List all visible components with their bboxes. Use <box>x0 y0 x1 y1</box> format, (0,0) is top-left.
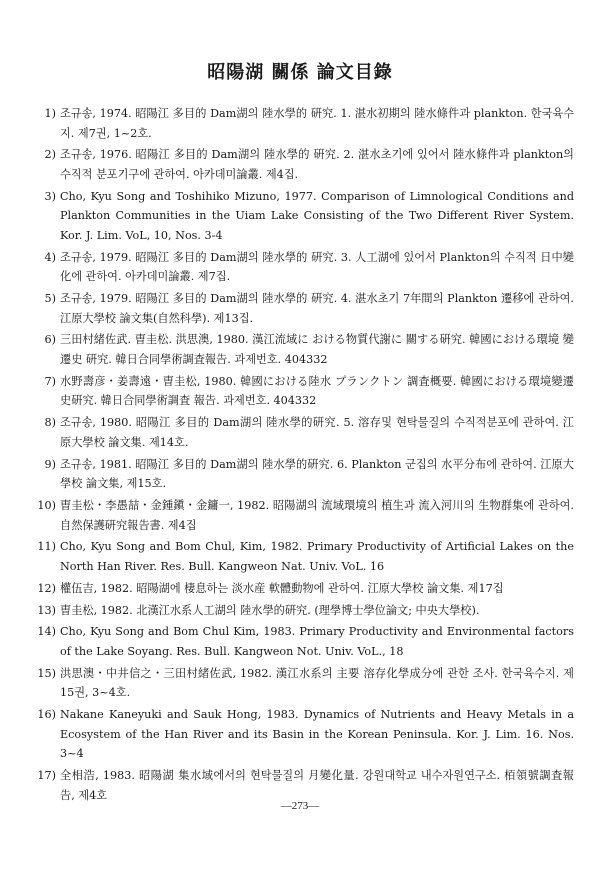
reference-number: 6) <box>44 333 56 347</box>
reference-text: 조규송, 1976. 昭陽江 多目的 Dam湖의 陸水學的 硏究. 2. 湛水초기에 있어서 陸水條件과 plankton의 수직적 분포기구에 관하여. 아카데미論叢. 제4집. <box>60 148 574 181</box>
page-number: —273— <box>280 800 320 812</box>
reference-text: 조규송, 1979. 昭陽江 多目的 Dam湖의 陸水學的 硏究. 3. 人工湖에 있어서 Plankton의 수직적 日中變化에 관하여. 아카데미論叢. 제7집. <box>60 250 574 284</box>
reference-text: 權伍吉, 1982. 昭陽湖에 棲息하는 淡水産 軟體動物에 관하여. 江原大學校 論文集. 제17집 <box>60 581 504 595</box>
reference-text: 全相浩, 1983. 昭陽湖 集水域에서의 현탁물질의 月變化量. 강원대학교 내수자원연구소. 栢領號調査報告, 제4호 <box>60 769 574 802</box>
reference-text: 조규송, 1974. 昭陽江 多目的 Dam湖의 陸水學的 硏究. 1. 湛水初期의 陸水條件과 plankton. 한국육수지. 제7권, 1~2호. <box>60 107 574 140</box>
reference-item <box>32 537 574 576</box>
reference-number: 15) <box>37 666 56 680</box>
reference-item <box>32 622 574 661</box>
reference-text: 水野壽彦・姜壽遠・曺圭松, 1980. 韓國における陸水 プランクトン 調査概要. 韓國における環境變遷史硏究. 韓日合同學術調査 報告. 과제번호. 404332 <box>60 374 574 408</box>
reference-item <box>32 579 574 599</box>
reference-text: Cho, Kyu Song and Bom Chul Kim, 1983. Primary Productivity and Environmental factors of the Lake Soyang. Res. Bull. Kangweon Not. Univ. VoL., 18 <box>60 625 574 658</box>
reference-number: 1) <box>44 107 56 120</box>
reference-list <box>32 104 574 807</box>
reference-number: 4) <box>44 250 56 264</box>
reference-item <box>32 248 574 287</box>
reference-item <box>32 289 574 328</box>
reference-number: 14) <box>37 625 56 639</box>
reference-item <box>32 705 574 764</box>
reference-text: 曺圭松・李愚喆・金鍾鎭・金鏞一, 1982. 昭陽湖의 流域環境의 植生과 流入河川의 生物群集에 관하여. 自然保護硏究報告書. 제4집 <box>60 498 574 532</box>
reference-number: 16) <box>37 708 56 722</box>
reference-number: 3) <box>44 189 56 203</box>
reference-item <box>32 601 574 621</box>
reference-item <box>32 455 574 494</box>
reference-number: 5) <box>44 292 56 306</box>
reference-number: 10) <box>37 498 56 512</box>
reference-text: 三田村緒佐武. 曺圭松. 洪思澳, 1980. 漢江流域に おける物質代謝に 關する硏究. 韓國における環境 變遷史 硏究. 韓日合同學術調査報告. 과제번호. 404332 <box>60 333 574 367</box>
page-title: 昭陽湖 關係 論文目錄 <box>207 62 393 83</box>
reference-text: 조규송, 1981. 昭陽江 多目的 Dam湖의 陸水學的硏究. 6. Plankton 군집의 水平分布에 관하여. 江原大學校 論文集, 제15호. <box>60 457 574 491</box>
reference-number: 8) <box>44 416 56 430</box>
reference-text: Cho, Kyu Song and Toshihiko Mizuno, 1977. Comparison of Limnological Conditions and Plankton Communities in the Uiam Lake Consisting of the Two Different River System. Kor. J. Lim. VoL, 10, Nos. 3-4 <box>60 189 574 242</box>
reference-text: Cho, Kyu Song and Bom Chul, Kim, 1982. Primary Productivity of Artificial Lakes on the North Han River. Res. Bull. Kangweon Nat. Univ. VoL. 16 <box>60 540 574 573</box>
reference-number: 9) <box>44 457 56 471</box>
reference-text: Nakane Kaneyuki and Sauk Hong, 1983. Dynamics of Nutrients and Heavy Metals in a Ecosystem of the Han River and its Basin in the Korean Peninsula. Kor. J. Lim. 16. Nos. 3~4 <box>60 708 574 761</box>
reference-item <box>32 104 574 143</box>
reference-text: 洪思澳・中井信之・三田村緒佐武, 1982. 漢江水系의 主要 溶存化學成分에 관한 조사. 한국육수지. 제15권, 3~4호. <box>60 666 574 700</box>
reference-item <box>32 372 574 411</box>
reference-item <box>32 330 574 369</box>
reference-number: 13) <box>37 603 56 617</box>
reference-number: 17) <box>37 769 56 782</box>
reference-number: 11) <box>37 540 56 554</box>
reference-number: 12) <box>37 581 56 595</box>
reference-item <box>32 413 574 452</box>
reference-number: 7) <box>44 374 56 388</box>
reference-text: 조규송, 1979. 昭陽江 多目的 Dam湖의 陸水學的 硏究. 4. 湛水초기 7年間의 Plankton 遷移에 관하여. 江原大學校 論文集(自然科學). 제13집. <box>60 292 574 325</box>
reference-number: 2) <box>44 148 56 162</box>
reference-item <box>32 145 574 184</box>
reference-item <box>32 664 574 703</box>
reference-text: 曺圭松, 1982. 北漢江水系人工湖의 陸水學的硏究. (理學博士學位論文; 中央大學校). <box>60 603 480 617</box>
reference-text: 조규송, 1980. 昭陽江 多目的 Dam湖의 陸水學的硏究. 5. 溶存및 현탁물질의 수직적분포에 관하여. 江原大學校 論文集. 제14호. <box>60 416 574 449</box>
reference-item <box>32 187 574 246</box>
reference-item <box>32 496 574 535</box>
